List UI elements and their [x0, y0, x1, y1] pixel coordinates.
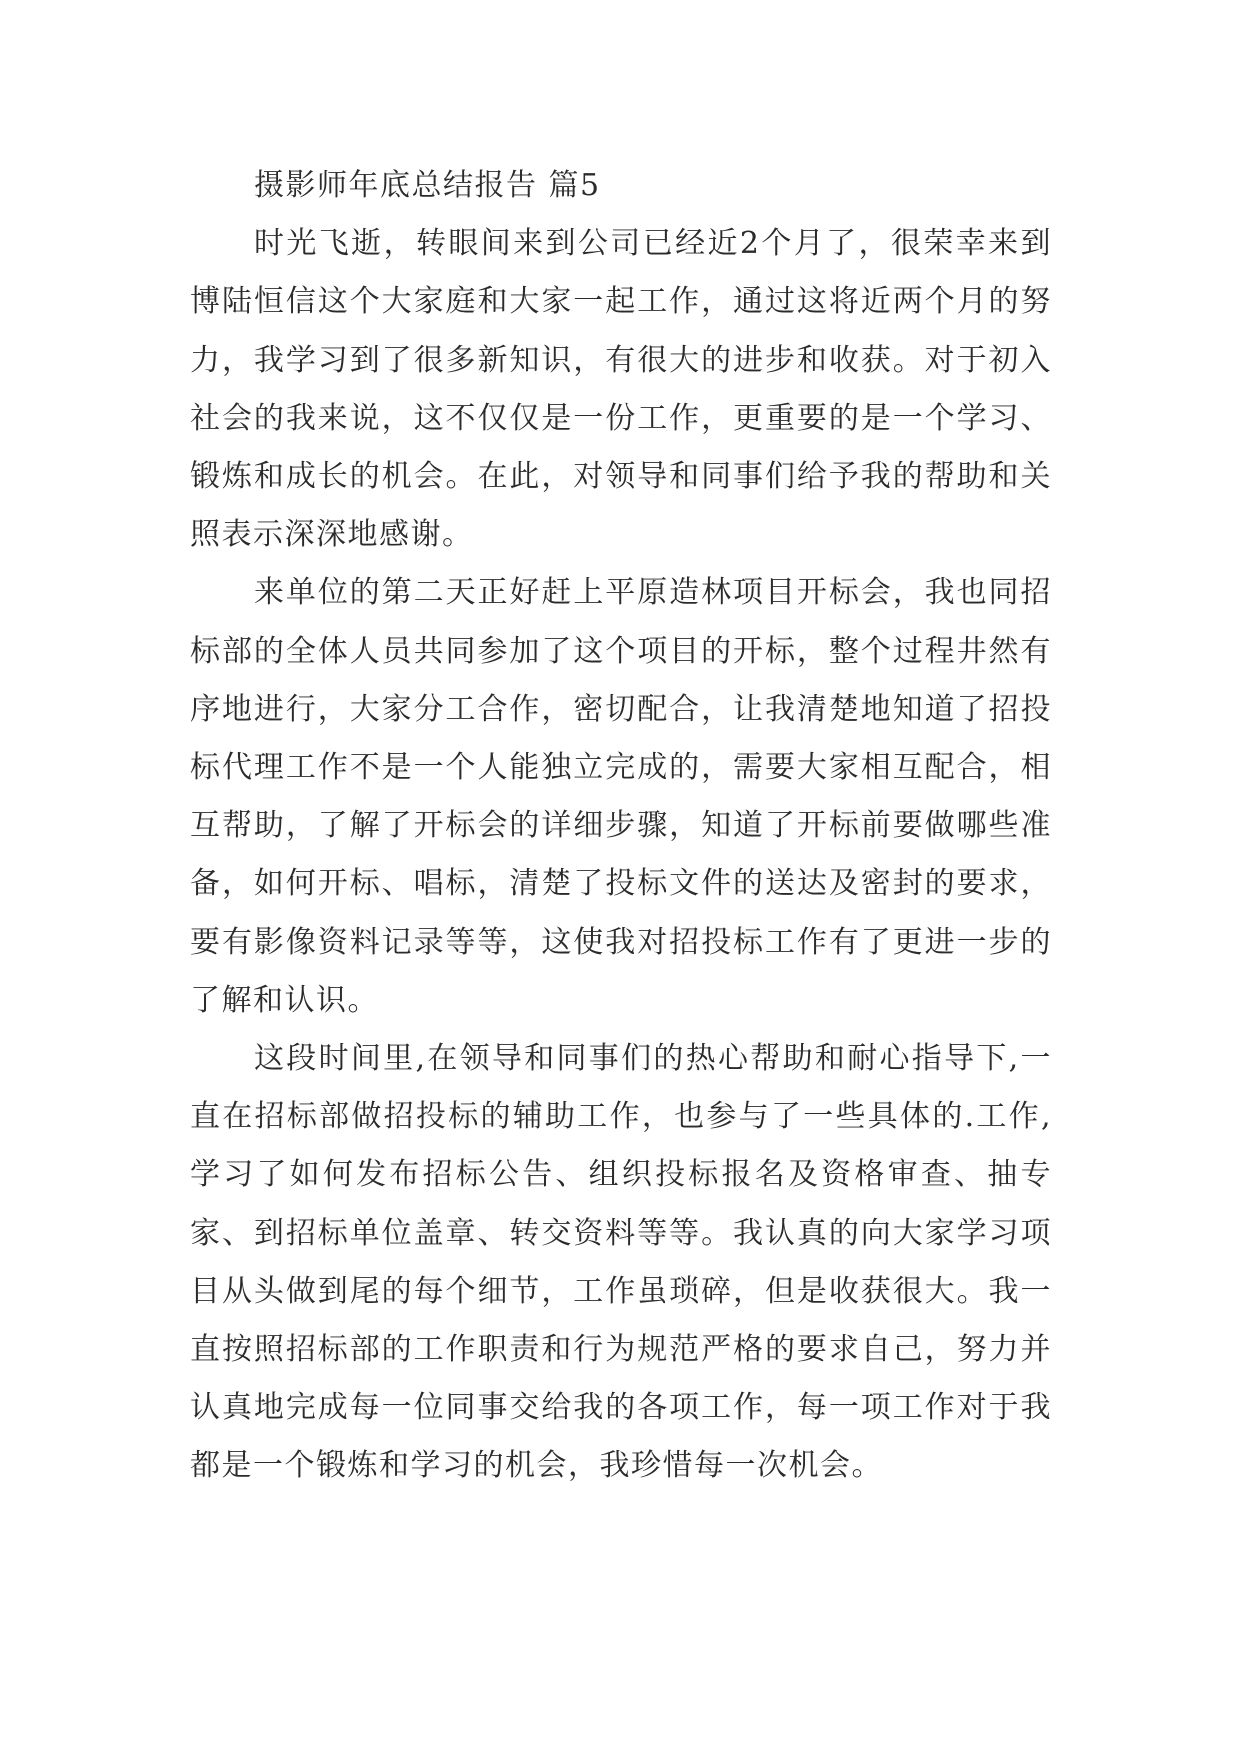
paragraph-3: 这段时间里,在领导和同事们的热心帮助和耐心指导下,一直在招标部做招投标的辅助工作，也参与了一些具体的.工作,学习了如何发布招标公告、组织投标报名及资格审查、抽专家、到招标单位盖章、转交资料等等。我认真的向大家学习项目从头做到尾的每个细节，工作虽琐碎，但是收获很大。我一直按照招标部的工作职责和行为规范严格的要求自己，努力并认真地完成每一位同事交给我的各项工作，每一项工作对于我都是一个锻炼和学习的机会，我珍惜每一次机会。	[190, 1041, 1052, 1484]
paragraph-1: 时光飞逝，转眼间来到公司已经近2个月了，很荣幸来到博陆恒信这个大家庭和大家一起工作，通过这将近两个月的努力，我学习到了很多新知识，有很大的进步和收获。对于初入社会的我来说，这不仅仅是一份工作，更重要的是一个学习、锻炼和成长的机会。在此，对领导和同事们给予我的帮助和关照表示深深地感谢。	[190, 226, 1052, 553]
document-body	[190, 157, 1052, 1496]
paragraph-2: 来单位的第二天正好赶上平原造林项目开标会，我也同招标部的全体人员共同参加了这个项目的开标，整个过程井然有序地进行，大家分工合作，密切配合，让我清楚地知道了招投标代理工作不是一个人能独立完成的，需要大家相互配合，相互帮助，了解了开标会的详细步骤，知道了开标前要做哪些准备，如何开标、唱标，清楚了投标文件的送达及密封的要求，要有影像资料记录等等，这使我对招投标工作有了更进一步的了解和认识。	[190, 575, 1052, 1018]
document-heading: 摄影师年底总结报告 篇5	[254, 168, 601, 203]
